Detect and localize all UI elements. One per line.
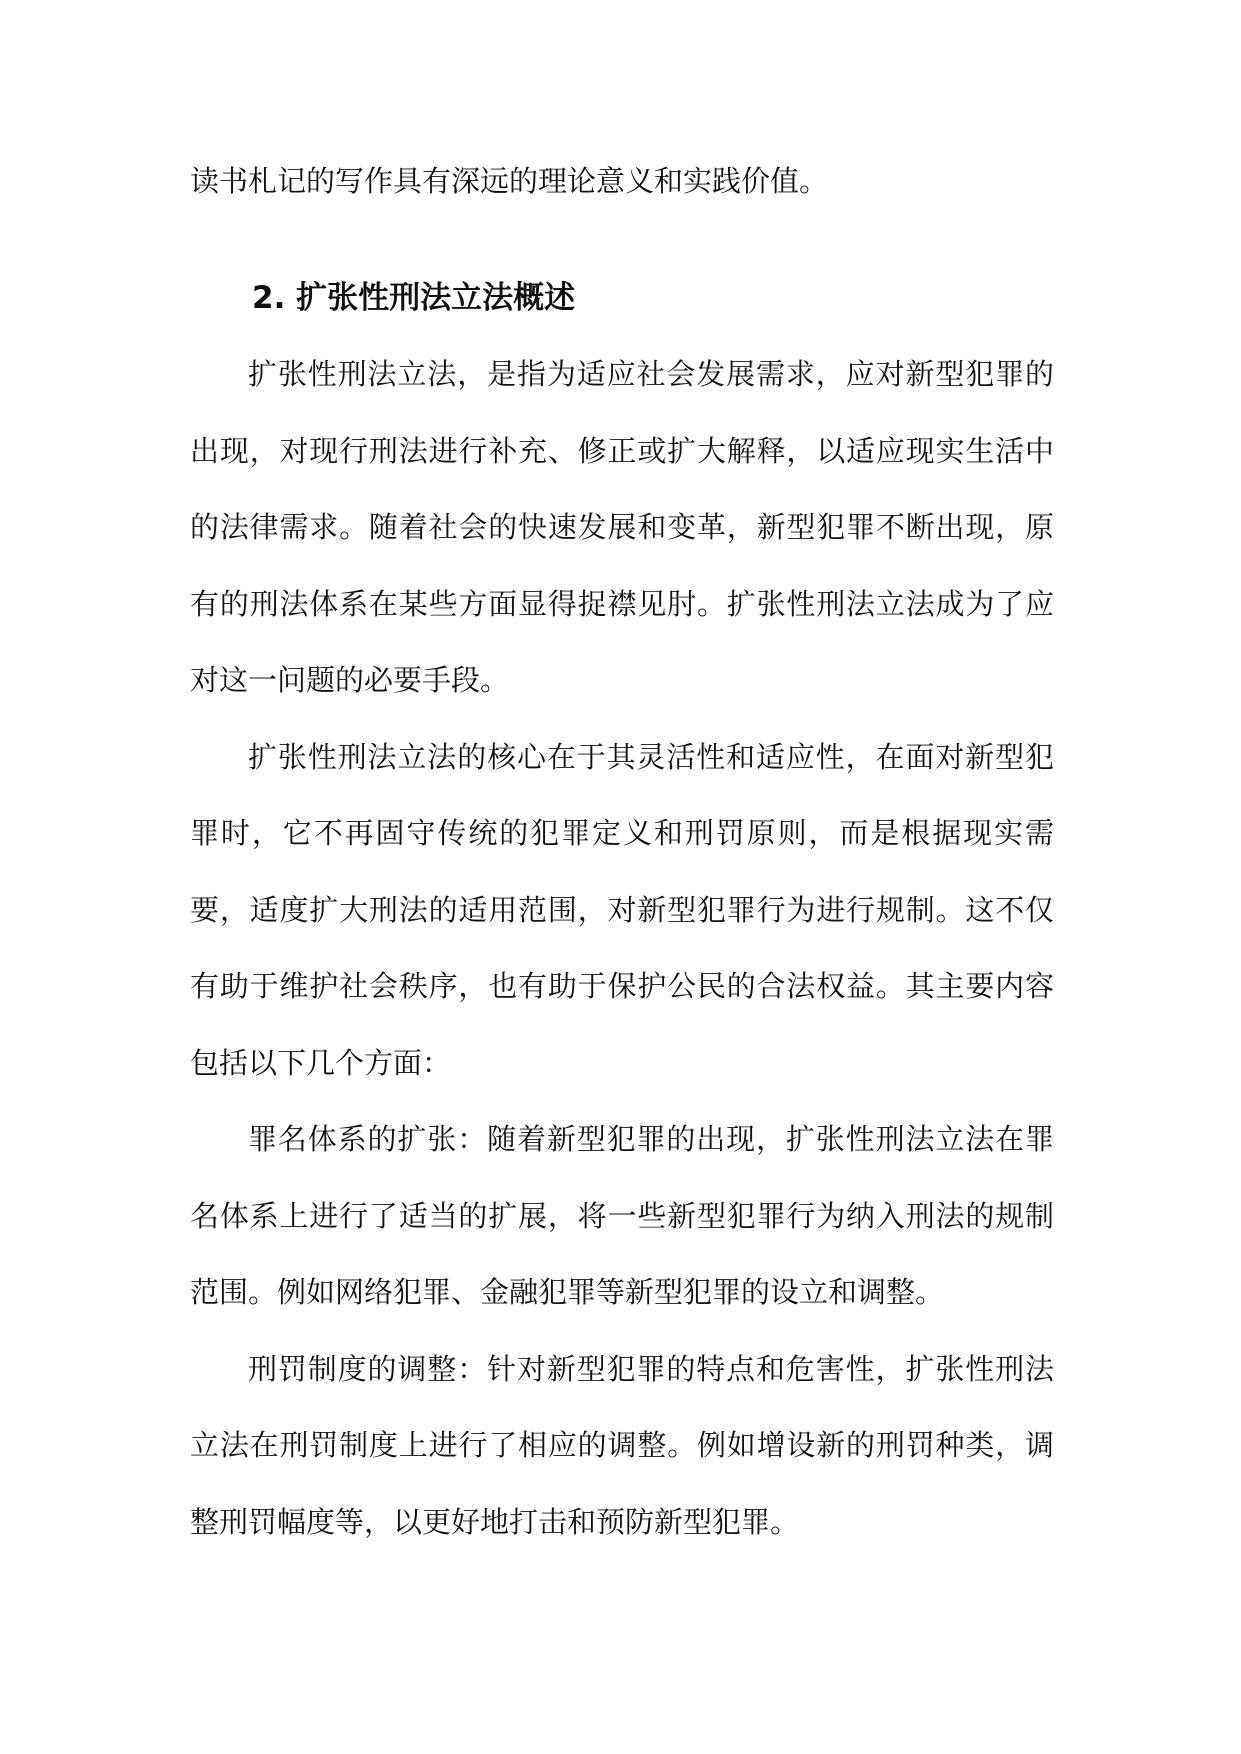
paragraph-penalties: 刑罚制度的调整：针对新型犯罪的特点和危害性，扩张性刑法立法在刑罚制度上进行了相应的调整。例如增设新的刑罚种类，调整刑罚幅度等，以更好地打击和预防新型犯罪。 — [190, 1351, 1054, 1539]
document-body — [190, 143, 1054, 1560]
paragraph-core: 扩张性刑法立法的核心在于其灵活性和适应性，在面对新型犯罪时，它不再固守传统的犯罪定义和刑罚原则，而是根据现实需要，适度扩大刑法的适用范围，对新型犯罪行为进行规制。这不仅有助于维护社会秩序，也有助于保护公民的合法权益。其主要内容包括以下几个方面： — [190, 739, 1054, 1080]
continuation-paragraph: 读书札记的写作具有深远的理论意义和实践价值。 — [190, 164, 829, 198]
paragraph-definition: 扩张性刑法立法，是指为适应社会发展需求，应对新型犯罪的出现，对现行刑法进行补充、修正或扩大解释，以适应现实生活中的法律需求。随着社会的快速发展和变革，新型犯罪不断出现，原有的刑法体系在某些方面显得捉襟见肘。扩张性刑法立法成为了应对这一问题的必要手段。 — [190, 357, 1054, 697]
section-heading: 2. 扩张性刑法立法概述 — [252, 279, 576, 316]
paragraph-charges: 罪名体系的扩张：随着新型犯罪的出现，扩张性刑法立法在罪名体系上进行了适当的扩展，将一些新型犯罪行为纳入刑法的规制范围。例如网络犯罪、金融犯罪等新型犯罪的设立和调整。 — [190, 1122, 1054, 1309]
